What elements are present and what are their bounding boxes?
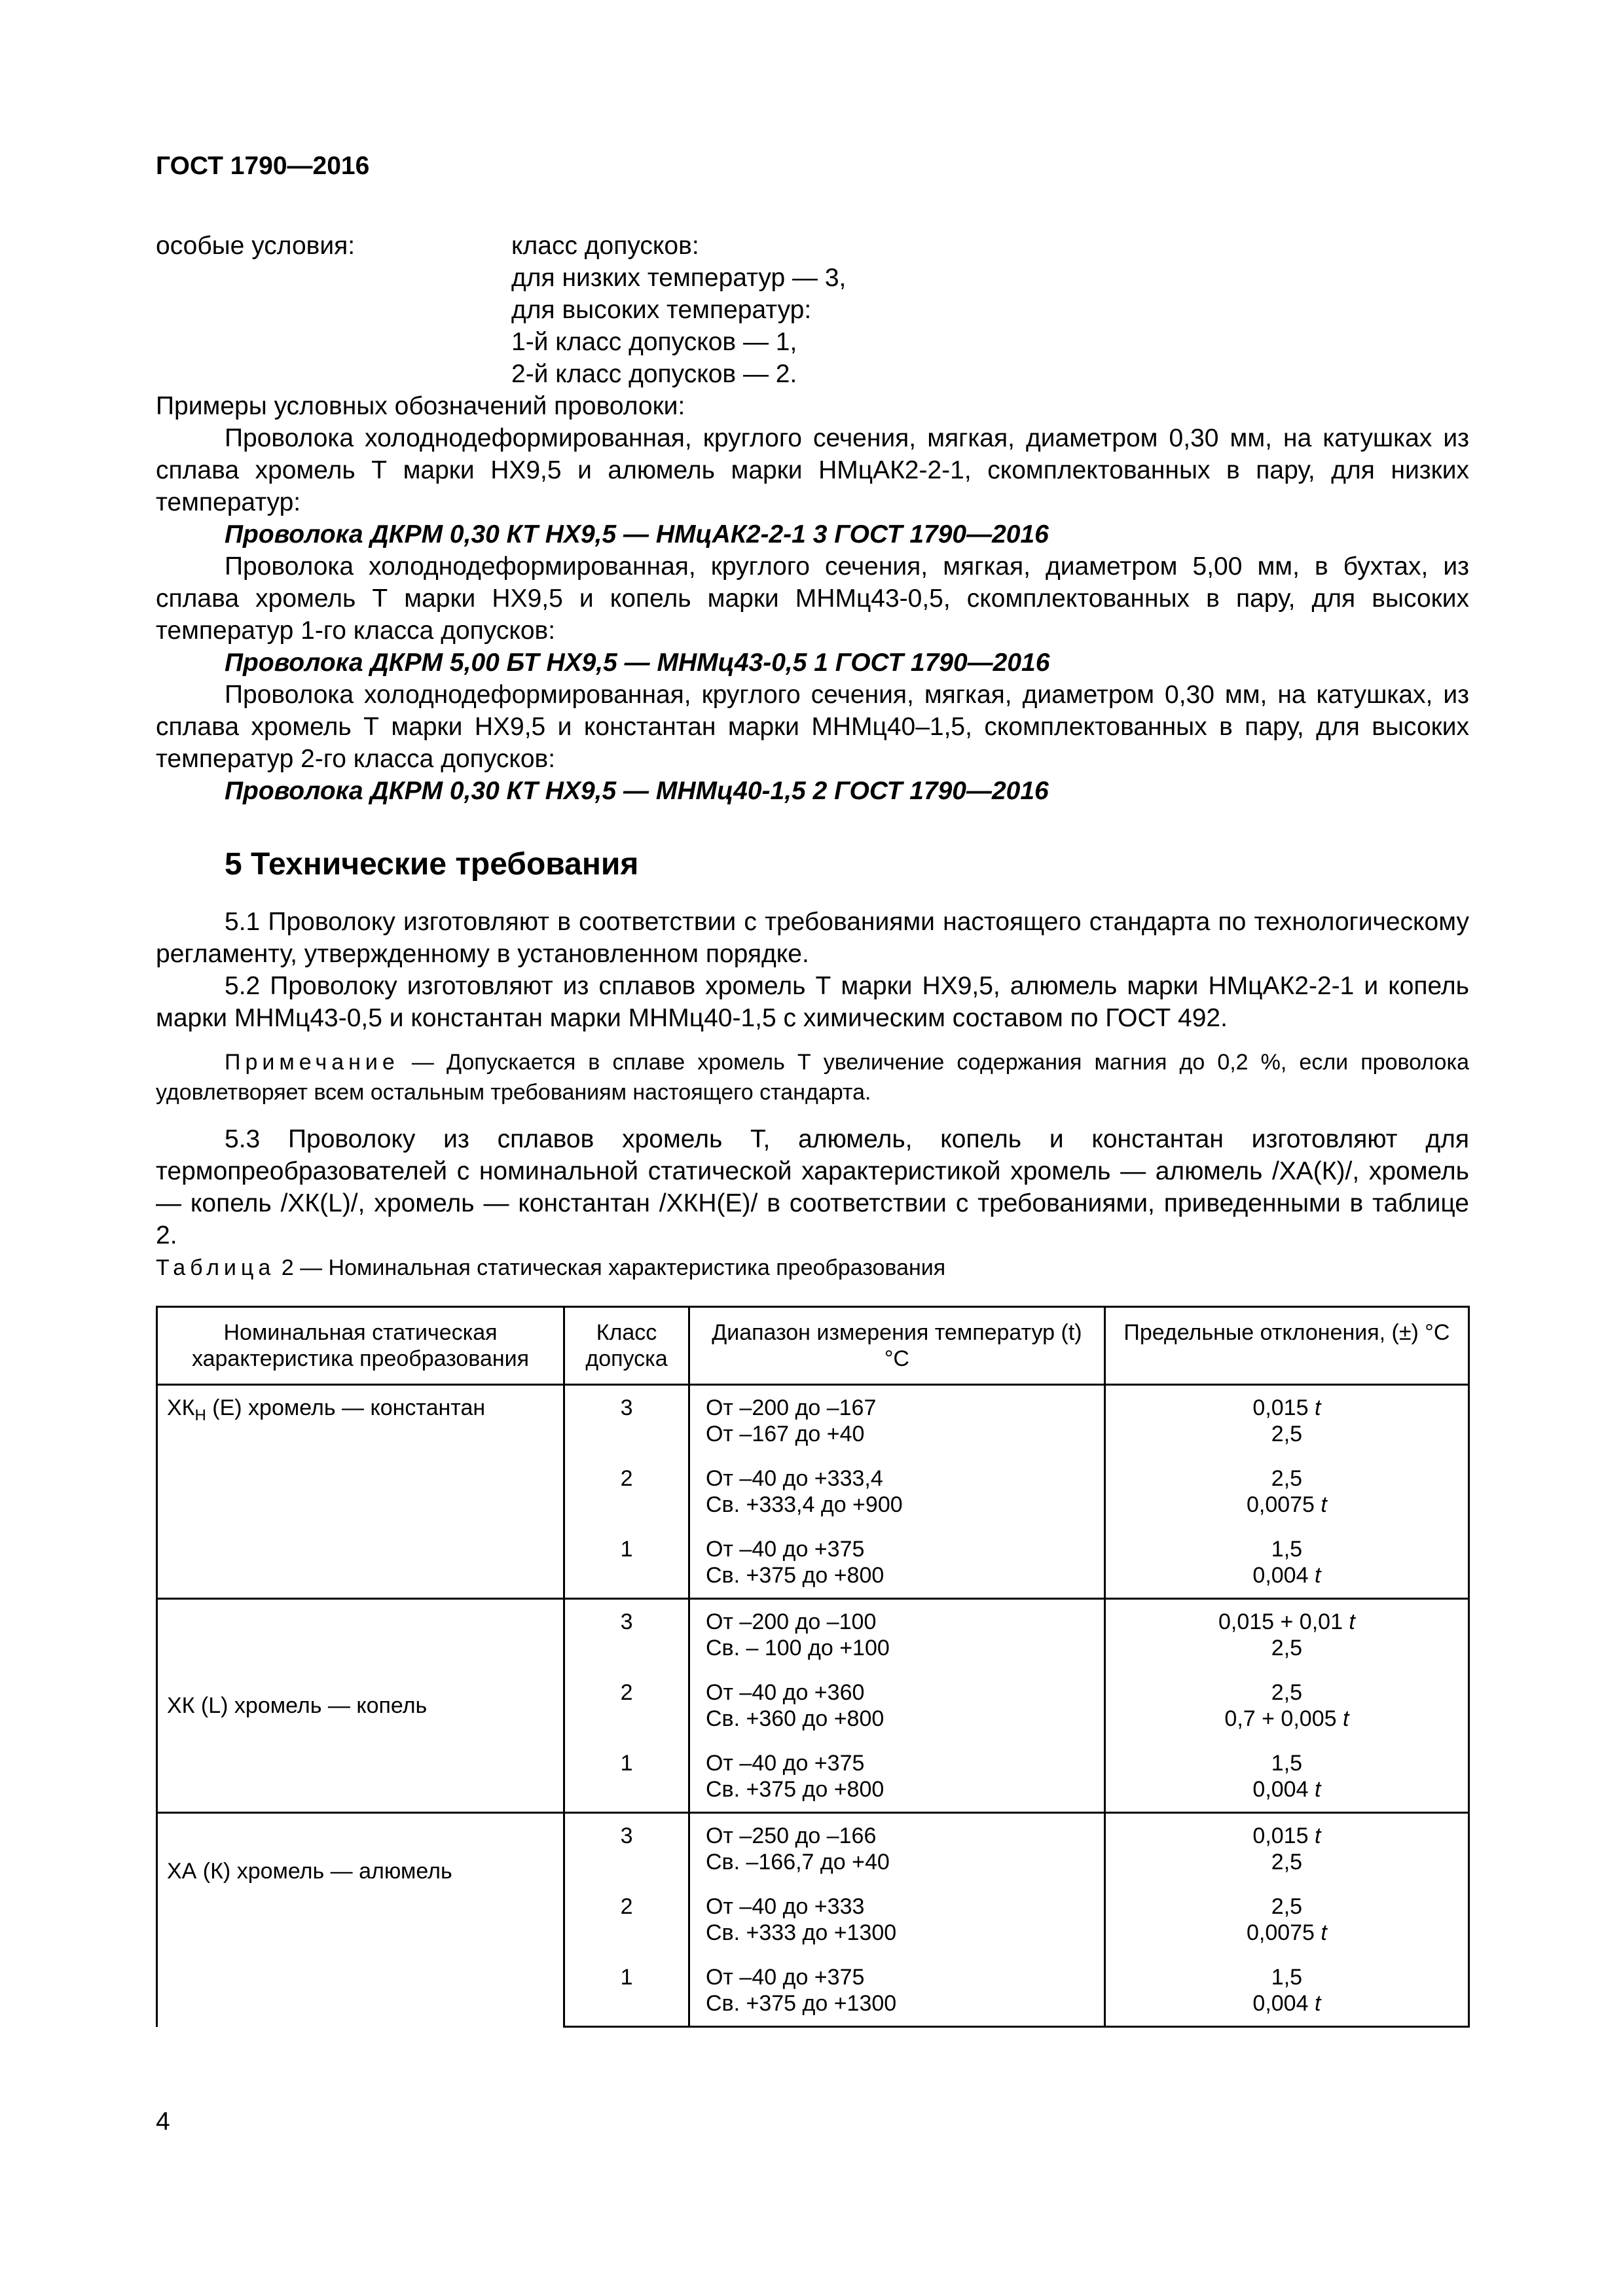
note-label: Примечание	[225, 1050, 399, 1075]
paragraph-5-1: 5.1 Проволоку изготовляют в соответствии с требованиями настоящего стандарта по технологическому регламенту, утвержденному в установленном порядке.	[156, 908, 1469, 968]
table-row	[157, 1599, 1469, 1671]
deviation-line: 2,5	[1271, 1636, 1303, 1660]
deviation-line: 0,004 t	[1252, 1991, 1321, 2016]
range-line: От –200 до –100	[705, 1609, 877, 1634]
standard-header: ГОСТ 1790—2016	[156, 152, 370, 180]
range-cell	[689, 1955, 1104, 2027]
range-cell	[689, 1884, 1104, 1955]
deviation-line: 0,004 t	[1252, 1563, 1321, 1588]
class-cell: 3	[564, 1813, 689, 1885]
variable-t: t	[1321, 1492, 1327, 1517]
nsc-cell	[157, 1385, 564, 1599]
nsc-main: ХК	[167, 1395, 195, 1420]
section-title: 5 Технические требования	[225, 847, 639, 882]
range-line: Св. +333 до +1300	[705, 1920, 897, 1945]
deviation-cell	[1104, 1599, 1468, 1671]
deviation-cell	[1104, 1813, 1468, 1885]
deviation-line: 0,015 t	[1252, 1823, 1321, 1848]
range-line: Св. +375 до +800	[705, 1777, 884, 1802]
range-line: От –40 до +333,4	[705, 1466, 883, 1491]
range-cell	[689, 1670, 1104, 1741]
deviation-cell	[1104, 1527, 1468, 1599]
example-designation: Проволока ДКРМ 0,30 КТ НХ9,5 — МНМц40-1,5 2 ГОСТ 1790—2016	[225, 777, 1049, 805]
header-nsc: Номинальная статическая характеристика преобразования	[157, 1307, 564, 1385]
range-line: Св. +375 до +1300	[705, 1991, 897, 2016]
deviation-line: 0,0075 t	[1246, 1492, 1327, 1517]
deviation-line: 2,5	[1271, 1894, 1303, 1919]
section-paragraphs-1	[156, 906, 1469, 1034]
deviation-cell	[1104, 1741, 1468, 1813]
variable-t: t	[1314, 1991, 1321, 2016]
conditions-line: 2-й класс допусков — 2.	[511, 360, 797, 388]
nsc-subscript: Н	[194, 1406, 206, 1424]
paragraph-5-3: 5.3 Проволоку из сплавов хромель Т, алюмель, копель и константан изготовляют для термопреобразователей с номинальной статической характеристикой хромель — алюмель /ХА(К)/, хромель — копель /ХК(L)/, хромель — константан /ХКН(Е)/ в соответствии с требованиями, приведенными в таблице 2.	[156, 1125, 1469, 1249]
variable-t: t	[1314, 1777, 1321, 1802]
deviation-line: 2,5	[1271, 1466, 1303, 1491]
deviation-cell	[1104, 1456, 1468, 1527]
class-cell: 1	[564, 1527, 689, 1599]
range-cell	[689, 1527, 1104, 1599]
range-line: От –40 до +360	[705, 1680, 865, 1705]
page-number: 4	[156, 2108, 170, 2136]
variable-t: t	[1321, 1920, 1327, 1945]
class-cell: 2	[564, 1456, 689, 1527]
class-cell: 1	[564, 1955, 689, 2027]
deviation-line: 1,5	[1271, 1537, 1303, 1562]
conditions-lines	[511, 230, 846, 390]
variable-t: t	[1314, 1395, 1321, 1420]
deviation-line: 2,5	[1271, 1680, 1303, 1705]
nsc-cell: ХК (L) хромель — копель	[157, 1599, 564, 1813]
example-designation: Проволока ДКРМ 0,30 КТ НХ9,5 — НМцАК2-2-1 3 ГОСТ 1790—2016	[225, 520, 1049, 548]
deviation-line: 1,5	[1271, 1751, 1303, 1776]
range-cell	[689, 1385, 1104, 1457]
deviation-line: 2,5	[1271, 1850, 1303, 1874]
table-row	[157, 1813, 1469, 1885]
header-deviation: Предельные отклонения, (±) °С	[1104, 1307, 1468, 1385]
table-header-row	[157, 1307, 1469, 1385]
deviation-line: 0,7 + 0,005 t	[1224, 1706, 1349, 1731]
conditions-line: для низких температур — 3,	[511, 264, 847, 292]
range-line: Св. –166,7 до +40	[705, 1850, 890, 1874]
table-caption-label: Таблица	[156, 1255, 276, 1280]
deviation-cell	[1104, 1670, 1468, 1741]
special-conditions	[156, 230, 1469, 390]
class-cell: 3	[564, 1385, 689, 1457]
header-class: Класс допуска	[564, 1307, 689, 1385]
table-caption	[156, 1255, 945, 1281]
note	[156, 1047, 1469, 1107]
paragraph-5-2: 5.2 Проволоку изготовляют из сплавов хромель Т марки НХ9,5, алюмель марки НМцАК2-2-1 и копель марки МНМц43-0,5 и константан марки МНМц40-1,5 с химическим составом по ГОСТ 492.	[156, 972, 1469, 1032]
range-line: Св. +333,4 до +900	[705, 1492, 903, 1517]
range-line: От –40 до +375	[705, 1751, 865, 1776]
example-designation: Проволока ДКРМ 5,00 БТ НХ9,5 — МНМц43-0,5 1 ГОСТ 1790—2016	[225, 649, 1050, 677]
deviation-line: 1,5	[1271, 1965, 1303, 1990]
range-cell	[689, 1456, 1104, 1527]
deviation-cell	[1104, 1385, 1468, 1457]
table-2	[156, 1306, 1470, 2028]
class-cell: 3	[564, 1599, 689, 1671]
conditions-line: класс допусков:	[511, 232, 699, 260]
range-line: Св. – 100 до +100	[705, 1636, 890, 1660]
deviation-cell	[1104, 1955, 1468, 2027]
header-range: Диапазон измерения температур (t) °С	[689, 1307, 1104, 1385]
deviation-line: 0,0075 t	[1246, 1920, 1327, 1945]
range-line: От –200 до –167	[705, 1395, 877, 1420]
example-text: Проволока холоднодеформированная, круглого сечения, мягкая, диаметром 0,30 мм, на катушках из сплава хромель Т марки НХ9,5 и алюмель марки НМцАК2-2-1, скомплектованных в пару, для низких температур:	[156, 424, 1469, 516]
range-line: От –167 до +40	[705, 1422, 865, 1446]
table-row	[157, 1385, 1469, 1457]
class-cell: 1	[564, 1741, 689, 1813]
examples-title: Примеры условных обозначений проволоки:	[156, 392, 685, 420]
deviation-line: 0,015 + 0,01 t	[1218, 1609, 1355, 1634]
variable-t: t	[1342, 1706, 1349, 1731]
body-text-top	[156, 230, 1469, 807]
variable-t: t	[1314, 1823, 1321, 1848]
note-text: — Допускается в сплаве хромель Т увеличение содержания магния до 0,2 %, если проволока удовлетворяет всем остальным требованиям настоящего стандарта.	[156, 1050, 1469, 1105]
class-cell: 2	[564, 1670, 689, 1741]
range-line: Св. +375 до +800	[705, 1563, 884, 1588]
range-line: От –40 до +375	[705, 1965, 865, 1990]
range-line: От –250 до –166	[705, 1823, 877, 1848]
variable-t: t	[1314, 1563, 1321, 1588]
deviation-line: 2,5	[1271, 1422, 1303, 1446]
range-cell	[689, 1741, 1104, 1813]
deviation-cell	[1104, 1884, 1468, 1955]
nsc-cell: ХА (К) хромель — алюмель	[157, 1813, 564, 2027]
range-line: Св. +360 до +800	[705, 1706, 884, 1731]
range-line: От –40 до +333	[705, 1894, 865, 1919]
range-cell	[689, 1599, 1104, 1671]
range-cell	[689, 1813, 1104, 1885]
range-line: От –40 до +375	[705, 1537, 865, 1562]
conditions-label: особые условия:	[156, 232, 356, 260]
deviation-line: 0,015 t	[1252, 1395, 1321, 1420]
variable-t: t	[1349, 1609, 1355, 1634]
class-cell: 2	[564, 1884, 689, 1955]
conditions-line: 1-й класс допусков — 1,	[511, 328, 797, 356]
example-text: Проволока холоднодеформированная, круглого сечения, мягкая, диаметром 5,00 мм, в бухтах, из сплава хромель Т марки НХ9,5 и копель марки МНМц43-0,5, скомплектованных в пару, для высоких температур 1-го класса допусков:	[156, 552, 1469, 645]
conditions-line: для высоких температур:	[511, 296, 812, 324]
example-text: Проволока холоднодеформированная, круглого сечения, мягкая, диаметром 0,30 мм, на катушках, из сплава хромель Т марки НХ9,5 и константан марки МНМц40–1,5, скомплектованных в пару, для высоких температур 2-го класса допусков:	[156, 681, 1469, 773]
deviation-line: 0,004 t	[1252, 1777, 1321, 1802]
nsc-rest: (Е) хромель — константан	[206, 1395, 486, 1420]
table-caption-text: 2 — Номинальная статическая характеристика преобразования	[275, 1255, 946, 1280]
section-paragraphs-2	[156, 1123, 1469, 1251]
